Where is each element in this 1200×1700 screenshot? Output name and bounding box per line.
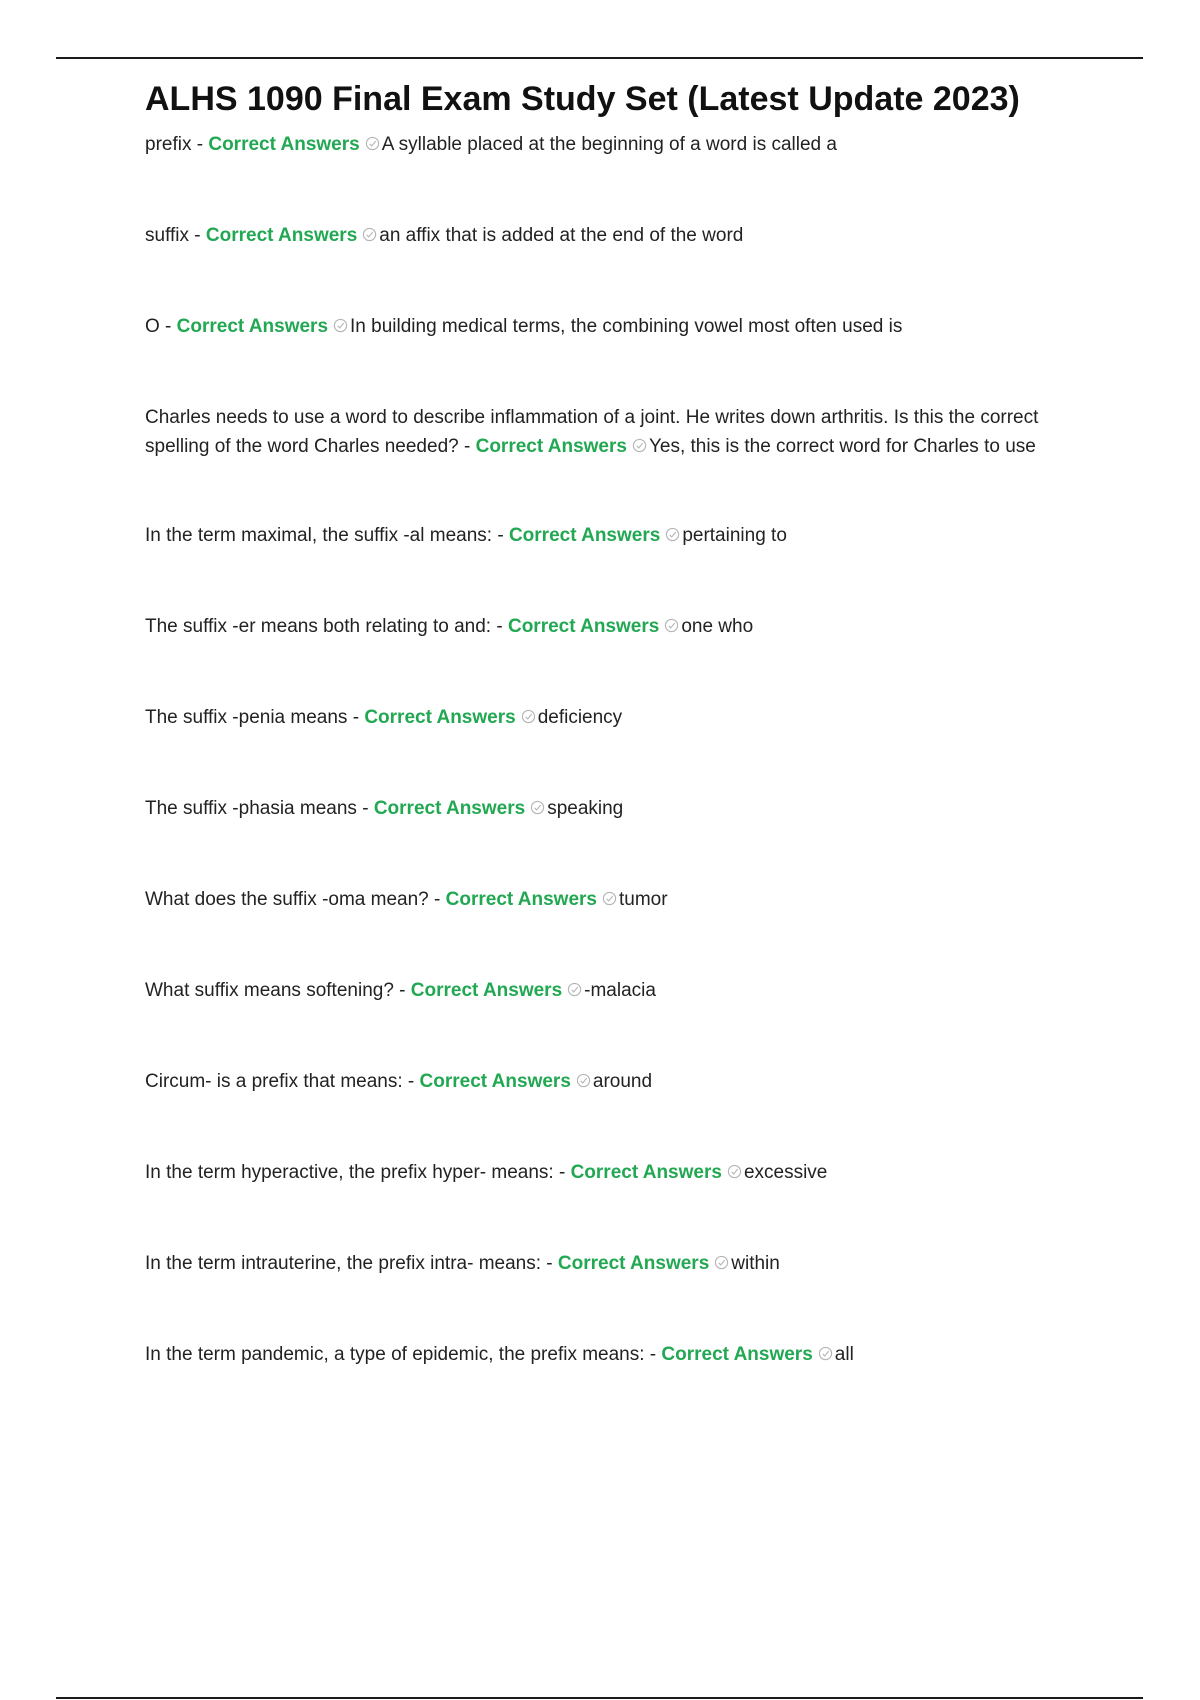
- qa-list: [145, 130, 1050, 1369]
- top-rule: [56, 57, 1143, 59]
- qa-item: In the term hyperactive, the prefix hyper- means: - Correct Answers excessive: [145, 1162, 828, 1183]
- qa-item: The suffix -er means both relating to and: - Correct Answers one who: [145, 616, 754, 637]
- question-text: The suffix -phasia means: [145, 798, 357, 819]
- correct-answers-label: Correct Answers: [445, 889, 597, 910]
- qa-item: The suffix -penia means - Correct Answers deficiency: [145, 707, 623, 728]
- answer-text: an affix that is added at the end of the word: [379, 225, 744, 246]
- correct-answers-label: Correct Answers: [373, 798, 526, 819]
- question-text: In the term maximal, the suffix -al means:: [145, 525, 493, 546]
- qa-item: Charles needs to use a word to describe inflammation of a joint. He writes down arthritis. Is this the correct spelling of the word Charles needed? - Correct Answers Yes, this is the correct word for Charles to use: [145, 407, 1039, 457]
- qa-item: In the term maximal, the suffix -al means: - Correct Answers pertaining to: [145, 525, 787, 546]
- check-circle-icon: [365, 136, 380, 151]
- qa-item: What suffix means softening? - Correct Answers -malacia: [145, 980, 656, 1001]
- correct-answers-label: Correct Answers: [661, 1344, 813, 1365]
- qa-item: What does the suffix -oma mean? - Correct Answers tumor: [145, 889, 668, 910]
- check-circle-icon: [818, 1346, 833, 1361]
- question-text: In the term hyperactive, the prefix hyper- means:: [145, 1162, 554, 1183]
- answer-text: tumor: [619, 889, 668, 910]
- qa-item: suffix - Correct Answers an affix that is added at the end of the word: [145, 225, 744, 246]
- check-circle-icon: [530, 800, 545, 815]
- answer-text: speaking: [547, 798, 624, 819]
- correct-answers-label: Correct Answers: [410, 980, 563, 1001]
- answer-text: all: [834, 1344, 854, 1365]
- answer-text: excessive: [743, 1162, 828, 1183]
- correct-answers-label: Correct Answers: [570, 1162, 722, 1183]
- check-circle-icon: [567, 982, 582, 997]
- check-circle-icon: [362, 227, 377, 242]
- check-circle-icon: [727, 1164, 742, 1179]
- correct-answers-label: Correct Answers: [208, 134, 360, 155]
- answer-text: pertaining to: [682, 525, 787, 546]
- correct-answers-label: Correct Answers: [507, 616, 660, 637]
- check-circle-icon: [664, 618, 679, 633]
- correct-answers-label: Correct Answers: [419, 1071, 571, 1092]
- answer-text: -malacia: [584, 980, 656, 1001]
- qa-item: In the term pandemic, a type of epidemic, the prefix means: - Correct Answers all: [145, 1344, 854, 1365]
- check-circle-icon: [665, 527, 680, 542]
- qa-item: prefix - Correct Answers A syllable placed at the beginning of a word is called a: [145, 134, 837, 155]
- correct-answers-label: Correct Answers: [508, 525, 661, 546]
- check-circle-icon: [632, 438, 647, 453]
- question-text: prefix: [145, 134, 192, 155]
- question-text: Circum- is a prefix that means:: [145, 1071, 403, 1092]
- check-circle-icon: [333, 318, 348, 333]
- check-circle-icon: [521, 709, 536, 724]
- answer-text: A syllable placed at the beginning of a word is called a: [381, 134, 837, 155]
- check-circle-icon: [576, 1073, 591, 1088]
- check-circle-icon: [714, 1255, 729, 1270]
- answer-text: around: [592, 1071, 653, 1092]
- answer-text: within: [731, 1253, 780, 1274]
- question-text: The suffix -er means both relating to and:: [145, 616, 492, 637]
- bottom-rule: [56, 1697, 1143, 1699]
- correct-answers-label: Correct Answers: [557, 1253, 710, 1274]
- question-text: O: [145, 316, 160, 337]
- question-text: What does the suffix -oma mean?: [145, 889, 429, 910]
- document-body: [145, 74, 1050, 1431]
- answer-text: deficiency: [537, 707, 623, 728]
- correct-answers-label: Correct Answers: [475, 436, 627, 457]
- qa-item: Circum- is a prefix that means: - Correct Answers around: [145, 1071, 653, 1092]
- qa-item: The suffix -phasia means - Correct Answers speaking: [145, 798, 624, 819]
- correct-answers-label: Correct Answers: [364, 707, 516, 728]
- answer-text: one who: [681, 616, 754, 637]
- answer-text: Yes, this is the correct word for Charles to use: [648, 436, 1036, 457]
- question-text: What suffix means softening?: [145, 980, 394, 1001]
- qa-item: In the term intrauterine, the prefix intra- means: - Correct Answers within: [145, 1253, 780, 1274]
- correct-answers-label: Correct Answers: [176, 316, 329, 337]
- check-circle-icon: [602, 891, 617, 906]
- question-text: In the term pandemic, a type of epidemic, the prefix means:: [145, 1344, 645, 1365]
- question-text: In the term intrauterine, the prefix intra- means:: [145, 1253, 542, 1274]
- question-text: The suffix -penia means: [145, 707, 348, 728]
- answer-text: In building medical terms, the combining vowel most often used is: [350, 316, 903, 337]
- correct-answers-label: Correct Answers: [205, 225, 358, 246]
- question-text: suffix: [145, 225, 190, 246]
- page-title: ALHS 1090 Final Exam Study Set (Latest Update 2023): [145, 80, 1020, 118]
- question-text: Charles needs to use a word to describe inflammation of a joint. He writes down arthritis. Is this the correct spelling of the word Charles needed?: [145, 407, 1039, 457]
- qa-item: O - Correct Answers In building medical terms, the combining vowel most often used is: [145, 316, 903, 337]
